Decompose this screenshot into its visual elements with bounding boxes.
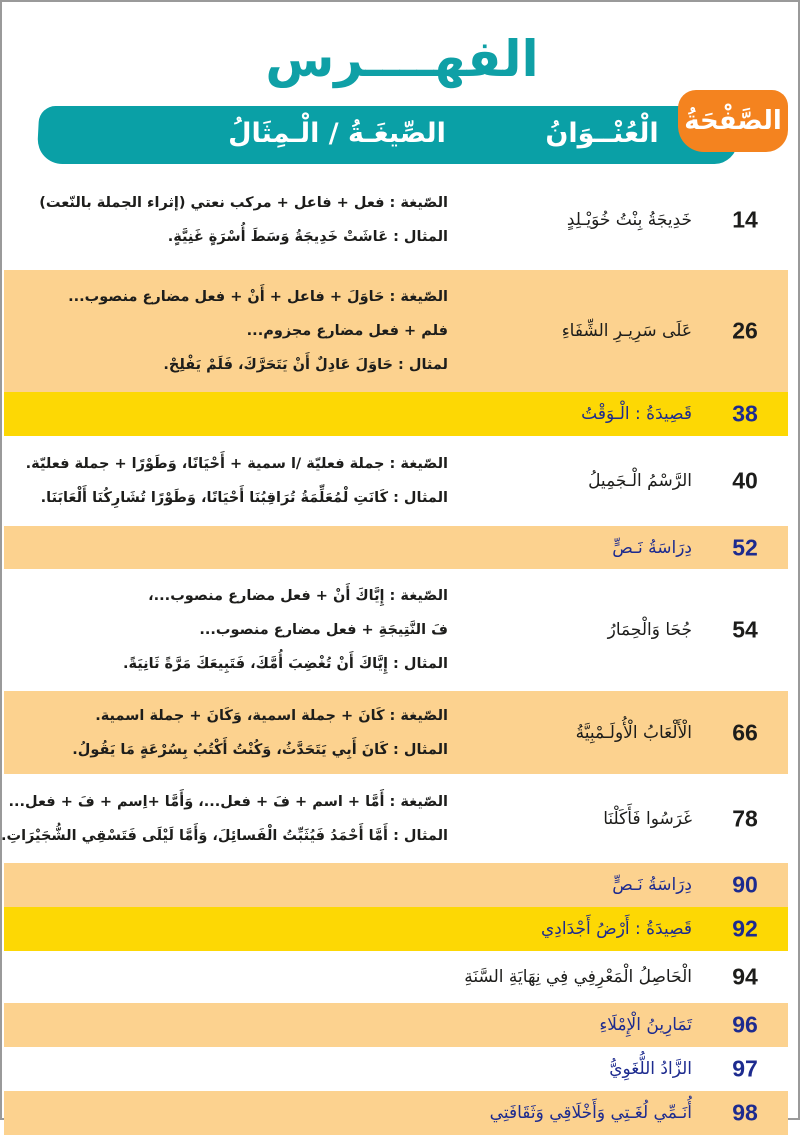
example-line: المثال : أَمَّا أَحْمَدُ فَيُثَبِّتُ الْفَسائِلَ، وَأَمَّا لَيْلَى فَتَسْقِي الشُّجَيْرَاتِ. xyxy=(0,827,448,844)
page-number: 66 xyxy=(732,719,758,745)
lesson-title[interactable]: قَصِيدَةُ : أَرْضُ أَجْدَادِي xyxy=(540,919,692,939)
toc-row xyxy=(4,691,788,774)
lesson-title[interactable]: أُنَـمِّي لُغَـتِي وَأَخْلَاقِي وَثَقَافَتِي xyxy=(489,1103,692,1123)
page-number: 38 xyxy=(732,400,758,427)
formula-line: الصّيغة : جملة فعليّة /ا سمية + أَحْيَانًا، وَطَوْرًا + جملة فعليّة. xyxy=(25,456,448,472)
lesson-title[interactable]: عَلَى سَرِيـرِ الشِّفَاءِ xyxy=(561,321,692,341)
formula-line: الصّيغة : أَمَّا + اسم + فَ + فعل...، وَأَمَّا +اِسم + فَ + فعل... xyxy=(8,793,448,810)
column-header-title: الْعُنْــوَانُ xyxy=(545,118,659,149)
example-line: المثال : كَانَتِ لْمُعَلِّمَةُ تُرَاقِبُنَا أَحْيَانًا، وَطَوْرًا تُشَارِكُنَا أَلْعَابَنَا. xyxy=(40,490,448,506)
example-line: المثال : كَانَ أَبِي يَتَحَدَّثُ، وَكُنْتُ أَكْتُبُ بِسُرْعَةٍ مَا يَقُولُ. xyxy=(72,741,448,758)
formula-block xyxy=(68,280,448,382)
formula-line: فَ النَّتِيجَةِ + فعل مضارع منصوب... xyxy=(199,622,448,638)
toc-row xyxy=(4,270,788,392)
page-number: 97 xyxy=(732,1055,758,1082)
toc-row xyxy=(4,1047,788,1091)
lesson-title[interactable]: قَصِيدَةُ : الْـوَقْتُ xyxy=(581,404,692,424)
lesson-title[interactable]: الرَّسْمُ الْـجَمِيلُ xyxy=(588,471,692,491)
page-number: 94 xyxy=(732,963,758,990)
toc-row xyxy=(4,951,788,1003)
page-number: 98 xyxy=(732,1099,758,1126)
page-number: 14 xyxy=(732,206,758,233)
formula-block xyxy=(39,186,448,254)
lesson-title[interactable]: الْحَاصِلُ الْمَعْرِفِي فِي نِهَايَةِ السَّنَةِ xyxy=(464,967,692,987)
formula-line: الصّيغة : كَانَ + جملة اسمية، وَكَانَ + جملة اسمية. xyxy=(95,707,448,724)
page-number: 90 xyxy=(732,871,758,898)
page-number: 52 xyxy=(732,534,758,560)
formula-line: الصّيغة : فعل + فاعل + مركب نعتي (إثراء الجملة بالنّعت) xyxy=(39,195,448,211)
toc-row xyxy=(4,863,788,907)
lesson-title[interactable]: غَرَسُوا فَأَكَلْنَا xyxy=(603,808,692,829)
toc-row xyxy=(4,170,788,270)
formula-line: فلم + فعل مضارع مجزوم... xyxy=(246,323,448,339)
lesson-title[interactable]: دِرَاسَةُ نَـصٍّ xyxy=(612,537,692,558)
lesson-title[interactable]: الزَّادُ اللُّغَوِيُّ xyxy=(609,1059,692,1079)
formula-line: الصّيغة : إِيَّاكَ أَنْ + فعل مضارع منصوب...، xyxy=(148,588,448,604)
formula-block xyxy=(26,447,448,515)
lesson-title[interactable]: تَمَارِينُ الْإِمْلَاءِ xyxy=(599,1015,692,1035)
column-header-formula: الصِّيغَـةُ / الْـمِثَالُ xyxy=(228,118,446,149)
toc-row xyxy=(4,1003,788,1047)
example-line: لمثال : حَاوَلَ عَادِلٌ أَنْ يَتَحَرَّكَ، فَلَمْ يَفْلِحْ. xyxy=(163,357,448,373)
formula-line: الصّيغة : حَاوَلَ + فاعل + أَنْ + فعل مضارع منصوب... xyxy=(68,289,448,305)
lesson-title[interactable]: جُحَا وَالْحِمَارُ xyxy=(607,620,692,640)
toc-row xyxy=(4,1091,788,1135)
toc-row xyxy=(0,774,788,863)
page-number: 92 xyxy=(732,915,758,942)
toc-row xyxy=(4,436,788,526)
page-number: 26 xyxy=(732,317,758,344)
column-header-page-label: الصَّفْحَةُ xyxy=(684,106,782,136)
lesson-title[interactable]: خَدِيجَةُ بِنْتُ خُوَيْـلِدٍ xyxy=(566,210,692,230)
example-line: المثال : إِيَّاكَ أَنْ تُغْضِبَ أُمَّكَ، فَتَبِيعَكَ مَرَّةً ثَانِيَةً. xyxy=(122,656,448,672)
toc-row xyxy=(4,526,788,569)
toc-row xyxy=(4,907,788,951)
formula-block xyxy=(123,579,448,681)
page-number: 40 xyxy=(732,467,758,494)
toc-row xyxy=(4,392,788,436)
page-number: 96 xyxy=(732,1011,758,1038)
column-header-page xyxy=(678,90,788,152)
toc-row xyxy=(4,569,788,691)
toc-table xyxy=(0,170,788,1135)
page-title: الفهــــرس xyxy=(265,30,539,88)
page-number: 54 xyxy=(732,616,758,643)
formula-block xyxy=(72,699,448,767)
formula-block xyxy=(1,785,448,853)
lesson-title[interactable]: دِرَاسَةُ نَـصٍّ xyxy=(612,875,692,895)
lesson-title[interactable]: الْأَلْعَابُ الْأُولَـمْبِيَّةُ xyxy=(575,722,692,743)
example-line: المثال : عَاشَتْ خَدِيجَةُ وَسَطَ أُسْرَةٍ غَنِيَّةٍ. xyxy=(167,229,448,245)
page-number: 78 xyxy=(732,805,758,831)
